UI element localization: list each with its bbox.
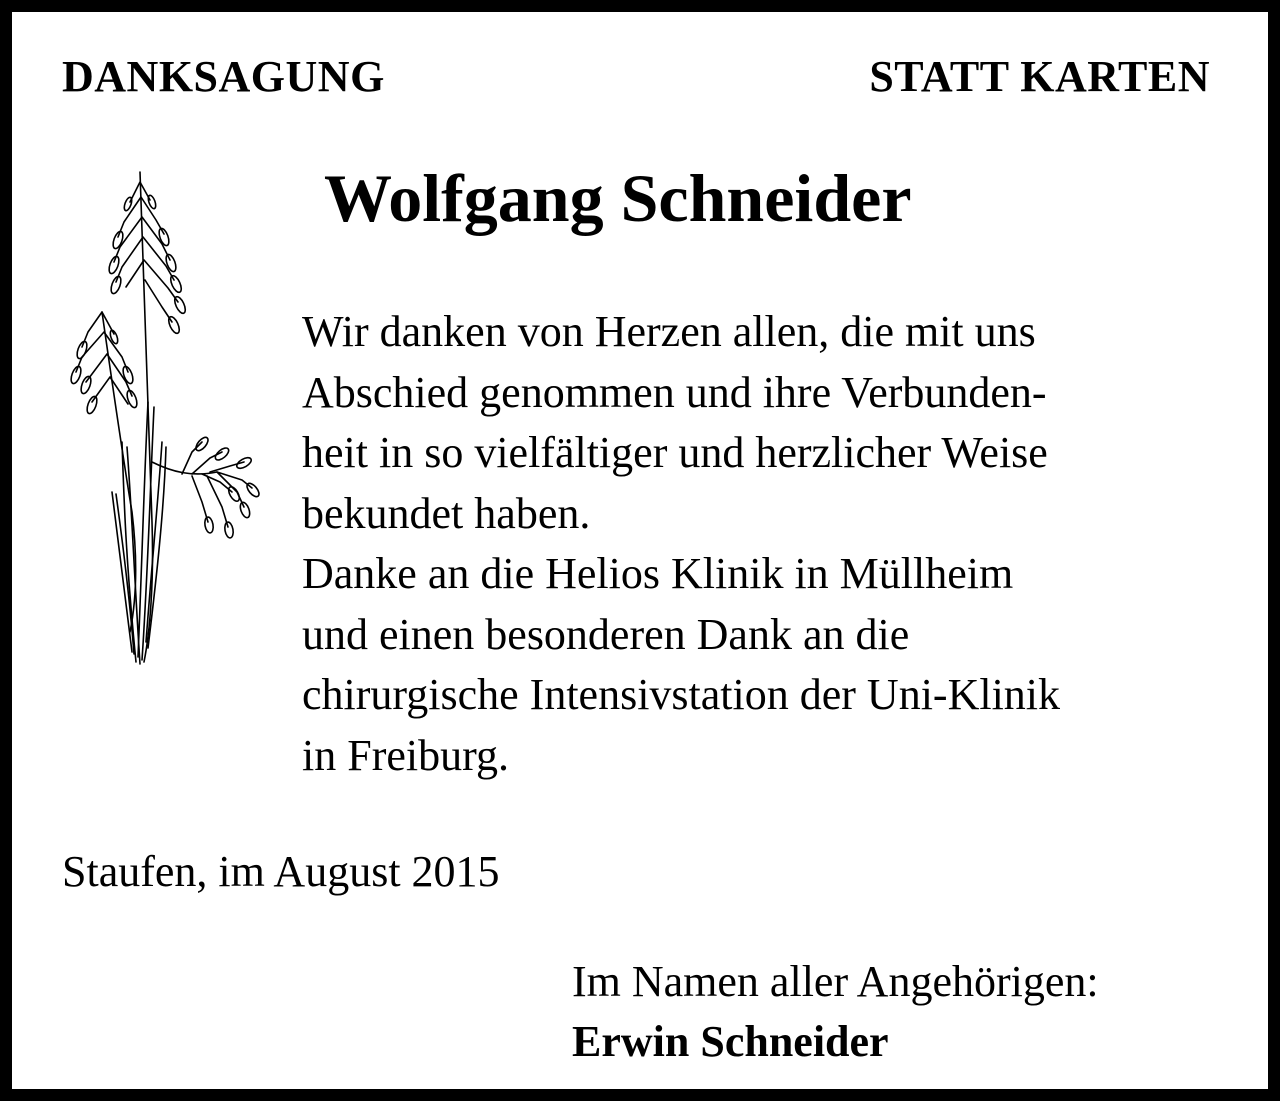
signoff-block	[572, 952, 1099, 1072]
message-line: heit in so vielfältiger und herzlicher Weise	[302, 428, 1048, 477]
place-and-date: Staufen, im August 2015	[62, 847, 500, 896]
signoff-intro: Im Namen aller Angehörigen:	[572, 957, 1099, 1006]
header-danksagung: DANKSAGUNG	[62, 52, 385, 101]
message-line: in Freiburg.	[302, 730, 509, 780]
signer-name: Erwin Schneider	[572, 1017, 889, 1066]
message-line: Abschied genommen und ihre Verbunden-	[302, 367, 1047, 417]
message-line: und einen besonderen Dank an die	[302, 609, 910, 659]
message-line: bekundet haben.	[302, 488, 591, 538]
message-line: chirurgische Intensivstation der Uni-Klinik	[302, 670, 1061, 719]
header-statt-karten: STATT KARTEN	[869, 52, 1210, 101]
message-line: Danke an die Helios Klinik in Müllheim	[302, 549, 1014, 598]
grass-illustration-icon	[52, 162, 262, 672]
message-line: Wir danken von Herzen allen, die mit uns	[302, 307, 1036, 356]
thanks-message	[302, 302, 1262, 786]
deceased-name: Wolfgang Schneider	[324, 160, 912, 236]
